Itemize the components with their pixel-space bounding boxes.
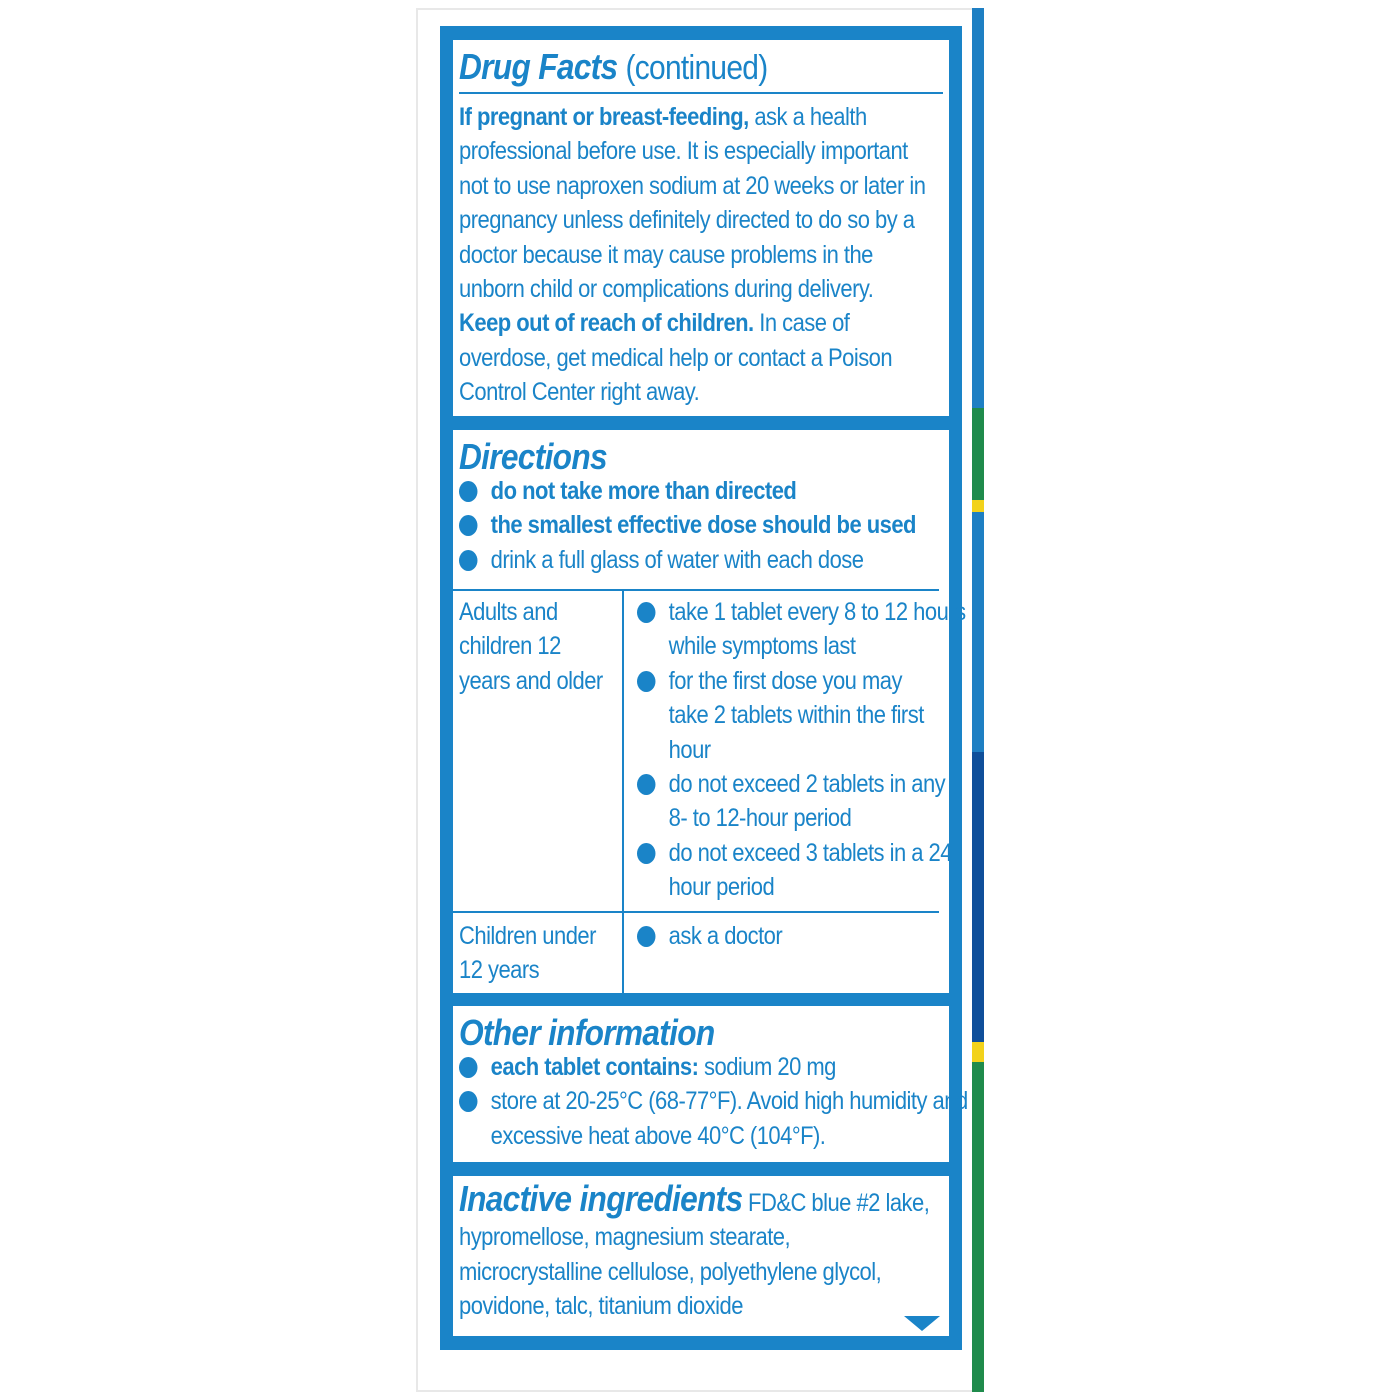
bullet-dot-icon (637, 926, 655, 947)
table-row-adults (453, 595, 966, 911)
inactive-ingredients-list: FD&C blue #2 lake, hypromellose, magnesium stearate, microcrystalline cellulose, polyethylene glycol, povidone, talc, titanium dioxide (459, 1189, 930, 1321)
stripe-green-1 (972, 408, 984, 500)
directions-bullet (459, 508, 966, 542)
bullet-dot-icon (637, 602, 655, 623)
dosage-bullet-text: do not exceed 2 tablets in any 8- to 12-hour period (668, 770, 946, 833)
other-information-title: Other information (459, 1012, 715, 1053)
dosage-bullet (637, 767, 968, 836)
drug-facts-title-suffix: (continued) (625, 49, 768, 87)
stripe-blue-top (972, 8, 984, 408)
dosage-bullet-text: do not exceed 3 tablets in a 24-hour period (668, 838, 959, 902)
directions-bullet-text: drink a full glass of water with each dose (490, 545, 864, 574)
dosage-bullet (637, 919, 968, 953)
inactive-ingredients-section (453, 1176, 949, 1336)
dosage-bullet-text: take 1 tablet every 8 to 12 hours while symptoms last (668, 598, 966, 661)
drug-facts-section (453, 40, 949, 416)
bullet-dot-icon (459, 515, 477, 536)
other-information-section (453, 1006, 968, 1162)
drug-facts-title: Drug Facts (459, 46, 618, 87)
down-arrow-icon (904, 1316, 940, 1331)
table-row-children (453, 919, 939, 993)
bullet-dot-icon (459, 1057, 477, 1078)
dosage-bullet (637, 836, 968, 905)
other-information-bullets (459, 1050, 968, 1153)
section-rule (459, 92, 943, 94)
stripe-yellow-1 (972, 500, 984, 512)
bullet-dot-icon (637, 671, 655, 692)
directions-bullet (459, 474, 966, 508)
directions-title: Directions (459, 436, 607, 477)
dosage-group-label: Adults and children 12 years and older (459, 598, 603, 695)
dosage-bullet (637, 595, 968, 664)
dosage-bullet-text: for the first dose you may take 2 tablets within the first hour (668, 666, 924, 764)
directions-bullet-text: the smallest effective dose should be used (490, 511, 916, 540)
other-info-bullet-text: sodium 20 mg (704, 1053, 836, 1081)
inactive-ingredients-text (459, 1176, 934, 1324)
keep-out-text: In case of overdose, get medical help or contact a Poison Control Center right away. (459, 309, 893, 407)
directions-bullet (459, 543, 966, 577)
section-title (459, 46, 767, 88)
bullet-dot-icon (637, 843, 655, 864)
bullet-dot-icon (459, 1091, 477, 1112)
other-info-bullet (459, 1084, 975, 1153)
table-top-rule (453, 589, 939, 591)
keep-out-warning (459, 306, 934, 409)
dosage-table (453, 589, 966, 985)
pregnancy-heading: If pregnant or breast-feeding, (459, 103, 749, 131)
table-row-rule (453, 911, 939, 913)
other-info-bullet-heading: each tablet contains: (490, 1053, 699, 1081)
bullet-dot-icon (459, 481, 477, 502)
pregnancy-text: ask a health professional before use. It is especially important not to use naproxen sodium at 20 weeks or later in pregnancy unless definitely directed to do so by a doctor because it may cause problems in the unborn child or complications during delivery. (459, 103, 926, 304)
other-info-bullet-text: store at 20-25°C (68-77°F). Avoid high humidity and excessive heat above 40°C (104°F). (490, 1087, 968, 1150)
dosage-bullet-text: ask a doctor (668, 922, 783, 950)
keep-out-heading: Keep out of reach of children. (459, 309, 754, 338)
bullet-dot-icon (459, 550, 477, 571)
dosage-group-label: Children under 12 years (459, 922, 596, 985)
directions-bullets (459, 474, 943, 577)
dosage-instructions (637, 595, 977, 905)
directions-bullet-text: do not take more than directed (490, 477, 797, 505)
other-info-bullet (459, 1050, 966, 1084)
dosage-instructions (637, 919, 977, 953)
bullet-dot-icon (637, 774, 655, 795)
directions-section (453, 430, 966, 993)
inactive-ingredients-title: Inactive ingredients (459, 1178, 743, 1219)
pregnancy-warning (459, 100, 934, 306)
dosage-bullet (637, 664, 941, 767)
stripe-yellow-2 (972, 1042, 984, 1062)
